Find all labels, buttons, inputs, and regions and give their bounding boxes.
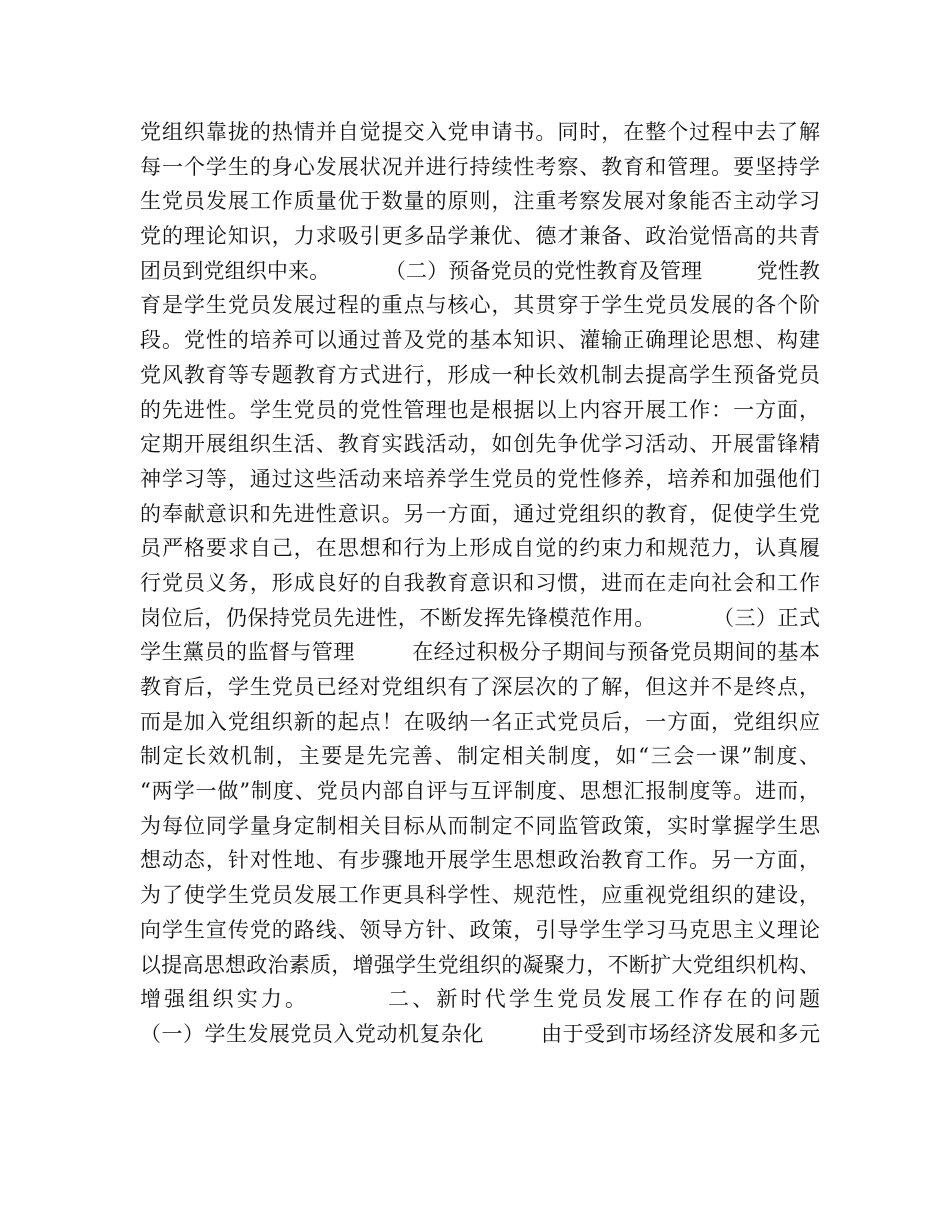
- text-line: 的先进性。学生党员的党性管理也是根据以上内容开展工作：一方面，: [140, 397, 820, 422]
- body-text: [140, 115, 820, 1052]
- text-line: 神学习等，通过这些活动来培养学生党员的党性修养，培养和加强他们: [140, 466, 820, 491]
- text-line: 育是学生党员发展过程的重点与核心，其贯穿于学生党员发展的各个阶: [140, 293, 820, 318]
- text-line: 以提高思想政治素质，增强学生党组织的凝聚力，不断扩大党组织机构、: [140, 952, 820, 977]
- text-line: 团员到党组织中来。 （二）预备党员的党性教育及管理 党性教: [140, 258, 820, 283]
- text-line: 的奉献意识和先进性意识。另一方面，通过党组织的教育，促使学生党: [140, 501, 820, 526]
- text-line: 而是加入党组织新的起点！在吸纳一名正式党员后，一方面，党组织应: [140, 709, 820, 734]
- text-line: （一）学生发展党员入党动机复杂化 由于受到市场经济发展和多元: [140, 1021, 820, 1046]
- text-line: 党风教育等专题教育方式进行，形成一种长效机制去提高学生预备党员: [140, 362, 820, 387]
- text-line: 岗位后，仍保持党员先进性，不断发挥先锋模范作用。 （三）正式: [140, 605, 820, 630]
- text-line: 生党员发展工作质量优于数量的原则，注重考察发展对象能否主动学习: [140, 189, 820, 214]
- text-line: 段。党性的培养可以通过普及党的基本知识、灌输正确理论思想、构建: [140, 328, 820, 353]
- text-line: 学生黨员的监督与管理 在经过积极分子期间与预备党员期间的基本: [140, 640, 820, 665]
- text-line: 每一个学生的身心发展状况并进行持续性考察、教育和管理。要坚持学: [140, 154, 820, 179]
- text-line: 党组织靠拢的热情并自觉提交入党申请书。同时，在整个过程中去了解: [140, 120, 820, 144]
- text-line: 增强组织实力。 二、新时代学生党员发展工作存在的问题: [140, 987, 820, 1012]
- text-line: “两学一做”制度、党员内部自评与互评制度、思想汇报制度等。进而，: [140, 779, 820, 804]
- text-line: 想动态，针对性地、有步骤地开展学生思想政治教育工作。另一方面，: [140, 848, 820, 873]
- text-line: 为每位同学量身定制相关目标从而制定不同监管政策，实时掌握学生思: [140, 813, 820, 838]
- text-line: 教育后，学生党员已经对党组织有了深层次的了解，但这并不是终点，: [140, 675, 820, 699]
- text-line: 行党员义务，形成良好的自我教育意识和习惯，进而在走向社会和工作: [140, 570, 820, 595]
- text-line: 向学生宣传党的路线、领导方针、政策，引导学生学习马克思主义理论: [140, 917, 820, 942]
- text-line: 员严格要求自己，在思想和行为上形成自觉的约束力和规范力，认真履: [140, 536, 820, 561]
- text-line: 定期开展组织生活、教育实践活动，如创先争优学习活动、开展雷锋精: [140, 432, 820, 457]
- text-line: 党的理论知识，力求吸引更多品学兼优、德才兼备、政治觉悟高的共青: [140, 224, 820, 249]
- text-line: 制定长效机制，主要是先完善、制定相关制度，如“三会一课”制度、: [140, 744, 820, 769]
- text-line: 为了使学生党员发展工作更具科学性、规范性，应重视党组织的建设，: [140, 883, 820, 908]
